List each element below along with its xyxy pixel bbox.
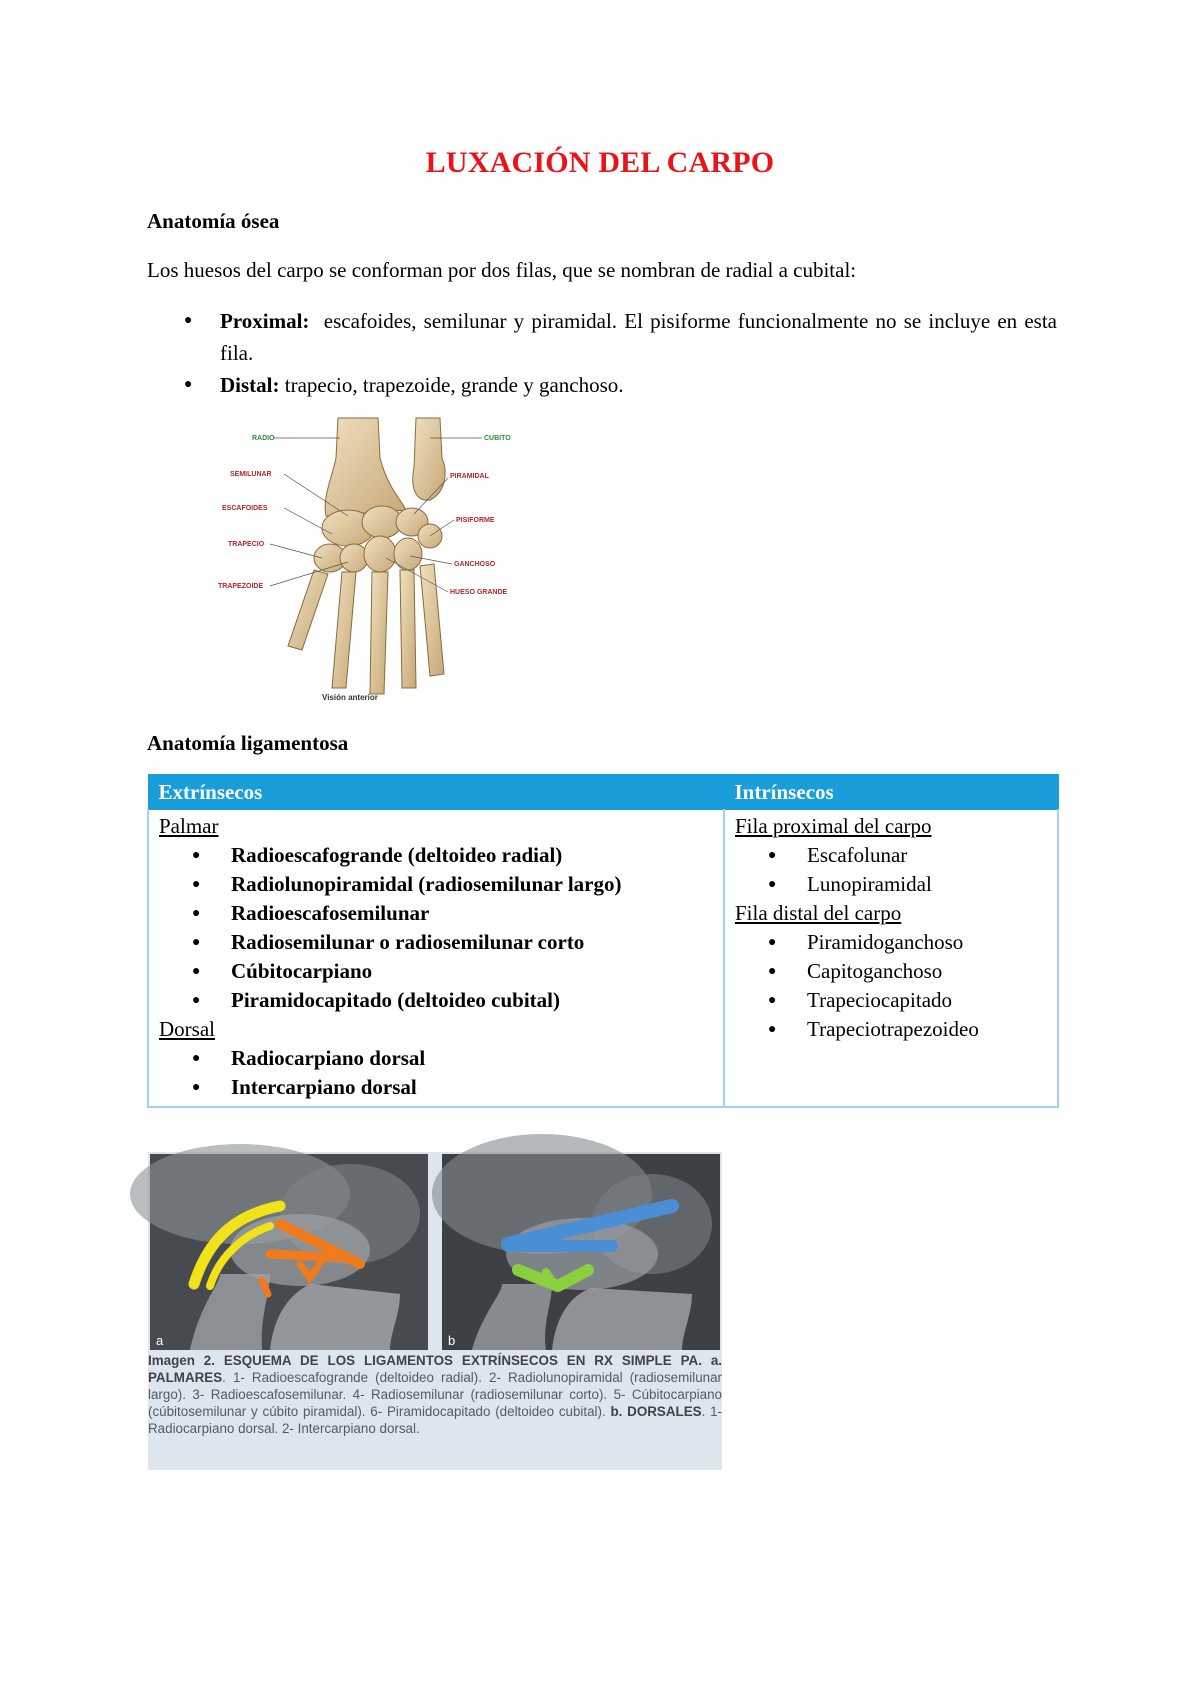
label-trapezoide: TRAPEZOIDE bbox=[218, 583, 264, 590]
label-cubito: CUBITO bbox=[484, 435, 511, 442]
list-item: ● Trapeciocapitado bbox=[735, 986, 1047, 1015]
list-item: ● Piramidocapitado (deltoideo cubital) bbox=[159, 986, 713, 1015]
term-proximal: Proximal: bbox=[220, 309, 310, 333]
list-item: ● Capitoganchoso bbox=[735, 957, 1047, 986]
ligament-table bbox=[147, 774, 1059, 1108]
list-item: ● Piramidoganchoso bbox=[735, 928, 1047, 957]
label-ganchoso: GANCHOSO bbox=[454, 561, 496, 568]
palmar-label: Palmar bbox=[159, 814, 219, 838]
heading-anatomia-ligamentosa: Anatomía ligamentosa bbox=[147, 731, 349, 755]
panel-b-letter: b bbox=[448, 1333, 456, 1348]
label-semilunar: SEMILUNAR bbox=[230, 471, 272, 478]
label-escafoides: ESCAFOIDES bbox=[222, 505, 268, 512]
term-distal: Distal: bbox=[220, 373, 280, 397]
intro-paragraph: Los huesos del carpo se conforman por dos filas, que se nombran de radial a cubital: bbox=[147, 258, 857, 282]
xray-ligament-figure bbox=[148, 1152, 722, 1470]
label-trapecio: TRAPECIO bbox=[228, 541, 265, 548]
list-item: ● Trapeciotrapezoideo bbox=[735, 1015, 1047, 1044]
label-hueso-grande: HUESO GRANDE bbox=[450, 589, 508, 596]
list-item: ● Radiocarpiano dorsal bbox=[159, 1044, 713, 1073]
text-distal: trapecio, trapezoide, grande y ganchoso. bbox=[284, 373, 624, 397]
caption-bold-1: Imagen 2. ESQUEMA DE LOS LIGAMENTOS EXTRÍNSECOS EN RX SIMPLE PA. a. PALMARES bbox=[148, 1353, 722, 1385]
table-header-row bbox=[148, 775, 1058, 810]
caption-text-1: . 1- Radioescafogrande (deltoideo radial). 2- Radiolunopiramidal (radiosemilunar largo). 3- Radioescafosemilunar. 4- Radiosemilunar (radiosemilunar corto). 5- Cúbitocarpiano (cúbitosemilunar y cúbito piramidal). 6- Piramidocapitado (deltoideo cubital). bbox=[148, 1370, 722, 1419]
list-item: ● Lunopiramidal bbox=[735, 870, 1047, 899]
page-title: LUXACIÓN DEL CARPO bbox=[425, 146, 775, 179]
caption-bold-2: b. DORSALES bbox=[610, 1404, 702, 1419]
palmar-list bbox=[159, 841, 713, 1015]
proximal-row-label: Fila proximal del carpo bbox=[735, 814, 932, 838]
table-row bbox=[148, 810, 1058, 1108]
caption-text-2: . 1- Radiocarpiano dorsal. 2- Intercarpiano dorsal. bbox=[148, 1404, 722, 1436]
carpal-rows-list bbox=[147, 305, 1057, 401]
xray-panel-b bbox=[442, 1154, 720, 1350]
list-item-proximal bbox=[147, 305, 1057, 369]
text-proximal: escafoides, semilunar y piramidal. El pisiforme funcionalmente no se incluye en esta fila. bbox=[220, 309, 1057, 365]
list-item: ● Radioescafosemilunar bbox=[159, 899, 713, 928]
header-intrinsecos: Intrínsecos bbox=[724, 775, 1058, 810]
wrist-anatomy-illustration bbox=[218, 418, 530, 704]
panel-a-letter: a bbox=[156, 1333, 164, 1348]
xray-panel-a bbox=[150, 1154, 428, 1350]
list-item: ● Radioescafogrande (deltoideo radial) bbox=[159, 841, 713, 870]
xray-caption bbox=[148, 1352, 722, 1437]
heading-anatomia-osea: Anatomía ósea bbox=[147, 209, 280, 233]
list-item: ● Escafolunar bbox=[735, 841, 1047, 870]
list-item: ● Radiolunopiramidal (radiosemilunar largo) bbox=[159, 870, 713, 899]
distal-row-label: Fila distal del carpo bbox=[735, 901, 902, 925]
list-item: ● Radiosemilunar o radiosemilunar corto bbox=[159, 928, 713, 957]
anatomy-caption: Visión anterior bbox=[322, 693, 378, 702]
list-item-distal bbox=[147, 369, 1057, 401]
extrinsic-cell bbox=[148, 810, 724, 1108]
proximal-row-list bbox=[735, 841, 1047, 899]
label-piramidal: PIRAMIDAL bbox=[450, 473, 489, 480]
dorsal-list bbox=[159, 1044, 713, 1102]
list-item: ● Cúbitocarpiano bbox=[159, 957, 713, 986]
dorsal-label: Dorsal bbox=[159, 1017, 215, 1041]
distal-row-list bbox=[735, 928, 1047, 1044]
label-radio: RADIO bbox=[252, 435, 275, 442]
list-item: ● Intercarpiano dorsal bbox=[159, 1073, 713, 1102]
header-extrinsecos: Extrínsecos bbox=[148, 775, 724, 810]
label-pisiforme: PISIFORME bbox=[456, 517, 495, 524]
intrinsic-cell bbox=[724, 810, 1058, 1108]
